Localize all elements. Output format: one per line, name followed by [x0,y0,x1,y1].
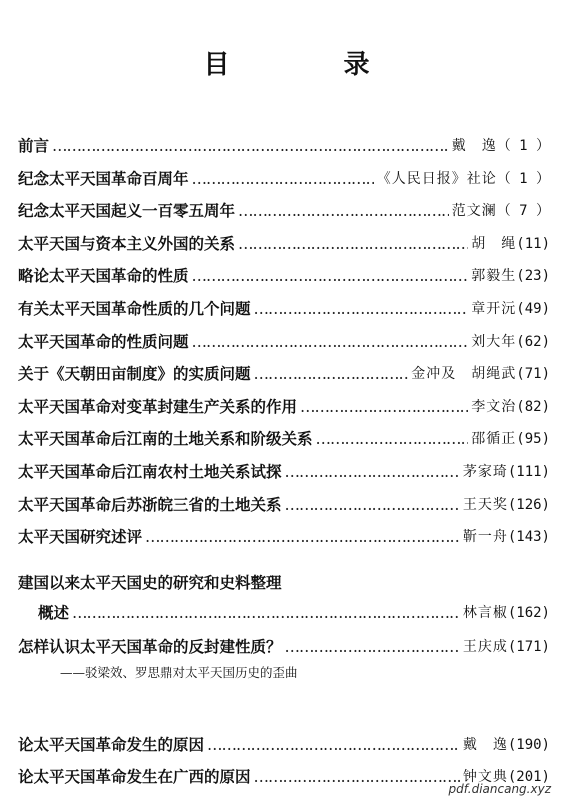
toc-entry[interactable] [18,229,550,255]
toc-entry-title: 太平天国研究述评 [18,527,143,547]
toc-entry-author: 章开沅 [471,301,517,317]
toc-entry-title: 纪念太平天国起义一百零五周年 [18,201,236,221]
toc-entry-title: 太平天国革命后江南的土地关系和阶级关系 [18,429,313,449]
toc-entry-title: 有关太平天国革命性质的几个问题 [18,299,251,318]
toc-entry-page: (111) [507,464,550,480]
leader-dots [238,200,449,222]
toc-entry-author: 邵循正 [471,431,517,448]
leader-dots [192,265,469,287]
leader-dots [285,461,460,483]
leader-dots [316,428,469,450]
toc-entry[interactable] [18,392,550,418]
toc-entry-title: 太平天国革命后江南农村土地关系试探 [18,462,282,481]
toc-entry-author: 胡 绳 [471,235,517,252]
toc-entry-author: 《人民日报》社论 [376,170,497,187]
toc-entry[interactable] [18,424,550,450]
toc-entry-page: （ 7 ） [496,203,550,220]
toc-entry-page: （ 1 ） [496,138,550,154]
watermark: pdf.diancang.xyz [448,782,551,796]
leader-dots [52,135,449,157]
toc-entry-title: 论太平天国革命发生在广西的原因 [18,767,251,786]
toc-entry-title: 太平天国革命对变革封建生产关系的作用 [18,396,298,416]
toc-entry-page: (190) [507,737,550,753]
toc-entry-page: (162) [507,605,550,621]
leader-dots [285,636,460,658]
leader-dots [285,494,460,516]
toc-entry-author: 戴 逸 [451,138,497,154]
toc-entry[interactable] [18,164,550,190]
toc-entry[interactable] [18,196,550,222]
toc-entry-title: 前言 [18,136,50,155]
leader-dots [254,766,460,788]
toc-entry-author: 郭毅生 [471,268,517,285]
toc-entry[interactable] [18,359,550,385]
toc-entry-page: (143) [507,529,550,546]
toc-entry-title: 怎样认识太平天国革命的反封建性质？ [18,637,282,656]
toc-entry-author: 戴 逸 [462,737,508,753]
toc-entry[interactable] [18,632,550,658]
toc-entry-title-line1: 建国以来太平天国史的研究和史料整理 [18,573,282,592]
toc-entry-author: 金冲及 胡绳武 [411,366,517,383]
toc-entry-author: 茅家琦 [462,464,508,480]
toc-entry-page: (82) [516,398,550,415]
toc-entry-page: （ 1 ） [496,170,550,187]
leader-dots [207,734,460,756]
toc-entry-title: 关于《天朝田亩制度》的实质问题 [18,364,251,384]
leader-dots [254,363,409,385]
toc-entry-title: 太平天国革命后苏浙皖三省的土地关系 [18,494,282,514]
toc-entry-page: (95) [516,431,550,448]
toc-entry-page: (62) [516,333,550,350]
toc-entry[interactable] [18,522,550,548]
leader-dots [72,602,460,624]
leader-dots [192,331,469,353]
toc-entry-author: 李文治 [471,398,517,415]
toc-entry[interactable] [18,131,550,157]
leader-dots [300,396,468,418]
toc-entry-title: 论太平天国革命发生的原因 [18,735,205,754]
toc-entry-subtitle: ——驳梁效、罗思鼎对太平天国历史的歪曲 [60,665,298,680]
toc-entry[interactable] [18,490,550,516]
toc-entry-title: 略论太平天国革命的性质 [18,266,189,286]
page-title: 目 录 [203,50,414,80]
toc-entry-title: 太平天国与资本主义外国的关系 [18,233,236,253]
leader-dots [238,233,468,255]
toc-entry-page: (171) [507,639,550,655]
toc-entry-page: (23) [516,268,550,285]
toc-entry-page: (11) [516,235,550,252]
toc-entry-title: 太平天国革命的性质问题 [18,331,189,351]
toc-entry-author: 王天奖 [462,496,508,513]
toc-entry-author: 靳一舟 [462,529,508,546]
toc-entry-author: 林言椒 [462,605,508,621]
toc-entry-page: (71) [516,366,550,383]
toc-entry-page: (201) [507,769,550,785]
toc-entry[interactable] [18,294,550,320]
toc-entry-title-line2: 概述 [38,603,70,622]
toc-entry-author: 王庆成 [462,639,508,655]
toc-entry[interactable] [18,730,550,756]
toc-entry-author: 范文澜 [451,203,497,220]
toc-entry-author: 钟文典 [462,769,508,785]
toc-entry-title: 纪念太平天国革命百周年 [18,168,189,188]
toc-entry-page: (49) [516,301,550,317]
toc-entry[interactable] [38,598,550,624]
toc-entry[interactable] [18,261,550,287]
leader-dots [254,298,469,320]
toc-entry[interactable] [18,457,550,483]
toc-entry-page: (126) [507,496,550,513]
leader-dots [192,168,374,190]
toc-entry-author: 刘大年 [471,333,517,350]
leader-dots [145,526,460,548]
toc-entry[interactable] [18,327,550,353]
